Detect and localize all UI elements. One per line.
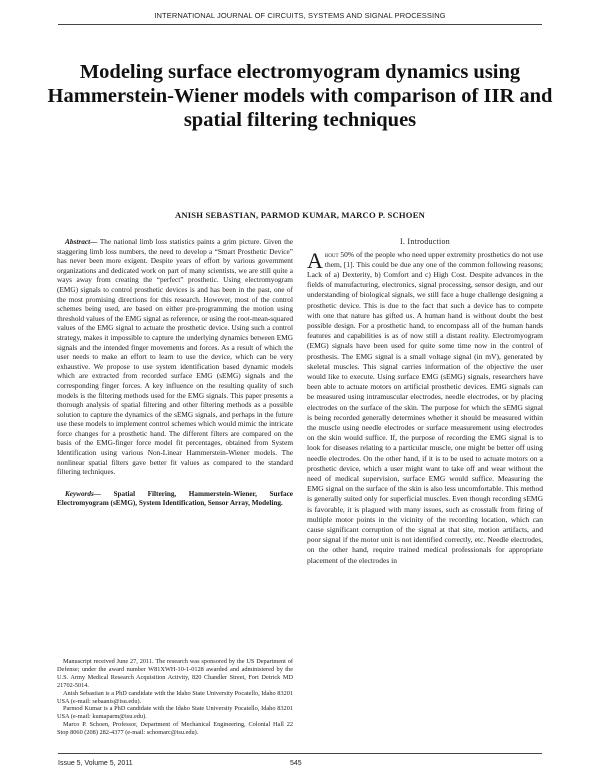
footnotes xyxy=(57,658,293,737)
section-heading: I. Introduction xyxy=(399,237,451,246)
footer-rule xyxy=(58,753,542,754)
footnote: Manuscript received June 27, 2011. The research was sponsored by the US Department of Defense; under the award number W81XWH-10-1-0128 awarded and administered by the U.S. Army Medical Research Acquisition Activity, 820 Chandler Street, Fort Detrick MD 21702-5014. xyxy=(57,658,293,689)
right-column xyxy=(307,237,543,566)
footnote: Parmod Kumar is a PhD candidate with the Idaho State University Pocatello, Idaho 83201 USA (e-mail: kumaparm@isu.edu). xyxy=(57,705,293,721)
left-column xyxy=(57,237,293,509)
intro-text: 50% of the people who need upper extremity prosthetics do not use them, [1]. This could be due any one of the common following reasons; Lack of a) Dexterity, b) Comfort and c) High Cost. Despite advances in the fields of manufacturing, electronics, signal processing, sensor design, and our understanding of biological signals, we still face a huge challenge designing a prosthetic device. This is due to the fact that such a device has to compete with one that nature has gifted us. A human hand is without doubt the best possible design. For a prosthetic hand, to encompass all of the human hands features and capabilities is as of now still a distant reality. Electromyogram (EMG) signals have been used for quite some time now in the control of prosthesis. The EMG signal is a small voltage signal (in mV), generated by skeletal muscles. This signal carries information of the objective the user would like to execute. Using surface EMG (sEMG) signals, researchers have been able to actuate motors on artificial prosthetic devices. EMG signals can be measured using intramuscular electrodes, needle electrodes, or by placing electrodes on the surface of the skin. The purpose for which the sEMG signal is being recorded generally determines whether it should be measured within the muscle using needle electrodes or surface measurement using electrodes on the skin would suffice. If, the purpose of recording the EMG signal is to look for diseases relating to a particular muscle, one might be better off using needle electrodes. On the other hand, if it is to be used to actuate motors on a prosthetic device, which a user might want to take off and wear without the need of medical supervision, surface EMG would suffice. Measuring the EMG signal on the surface of the skin is also less uncomfortable. This method is generally suited only for superficial muscles. Even though recording sEMG is favorable, it is plagued with many issues, such as crosstalk from firing of multiple motor points in the vicinity of the recording location, which can cause significant corruption of the signal at that site, motion artifacts, and poor signal if the motor unit is not identified correctly, etc. Needle electrodes, on the other hand, require trained medical professionals for appropriate placement of the electrodes in xyxy=(307,249,543,565)
introduction-body xyxy=(307,247,543,566)
footnote: Anish Sebastian is a PhD candidate with the Idaho State University Pocatello, Idaho 83201 USA (e-mail: sebaanis@isu.edu). xyxy=(57,689,293,705)
issue-info: Issue 5, Volume 5, 2011 xyxy=(58,760,133,767)
abstract xyxy=(57,237,293,477)
paper-authors: ANISH SEBASTIAN, PARMOD KUMAR, MARCO P. SCHOEN xyxy=(174,210,426,220)
paper-title: Modeling surface electromyogram dynamics using Hammerstein-Wiener models with comparison of IIR and spatial filtering techniques xyxy=(47,61,553,131)
journal-header: INTERNATIONAL JOURNAL OF CIRCUITS, SYSTEMS AND SIGNAL PROCESSING xyxy=(154,11,446,20)
abstract-label: Abstract— xyxy=(65,237,98,246)
footnote: Marco P. Schoen, Professor, Department of Mechanical Engineering, Colonial Hall 22 Stop 8060 (208) 282-4377 (e-mail: schomarc@isu.edu). xyxy=(57,721,293,737)
drop-cap: A xyxy=(307,247,323,273)
keywords xyxy=(57,490,293,509)
abstract-text: The national limb loss statistics paints a grim picture. Given the staggering limb loss numbers, the need to develop a “Smart Prosthetic Device” has never been more exigent. Despite years of effort by various government organizations and dedicated work on part of many scientists, we are still quite a ways away from creating the “perfect” prosthetic. Using electromyogram (EMG) signals to control prosthetic devices is and has been in the past, one of the most promising directions for this research. However, most of the control schemes being used, are based on either pre-programming the motion using threshold values of the EMG signal as reference, or using the root-mean-squared values of the EMG signal to actuate the prosthetic device. Using such a control strategy, makes it impossible to capture the underlying dynamics between EMG signals and the intended finger movements and forces. As a result of which the user needs to make an effort to learn to use the device, which can be very exhaustive. We propose to use system identification based dynamic models which are extracted from recorded surface EMG (sEMG) signals and the corresponding finger forces. A key influence on the resulting quality of such models is the filtering methods used for the EMG signals. This paper presents a thorough analysis of spatial filtering and other filtering methods as a possible solution to capture the dynamics of the sEMG signals, and perhaps in the future use these models to implement control schemes which would mimic the intricate force changes for a prosthetic hand. The different filters are compared on the basis of the EMG-finger force model fit percentages, obtained from System Identification using various Non-Linear Hammerstein-Wiener models. The nonlinear spatial filters gave better fit values as compared to the standard filtering techniques. xyxy=(57,237,293,477)
header-rule xyxy=(58,24,542,25)
keywords-text: Spatial Filtering, Hammerstein-Wiener, Surface Electromyogram (sEMG), System Identification, Sensor Array, Modeling. xyxy=(57,489,293,508)
intro-lead: bout xyxy=(324,249,339,259)
page-number: 545 xyxy=(290,760,302,767)
keywords-label: Keywords— xyxy=(65,489,101,498)
